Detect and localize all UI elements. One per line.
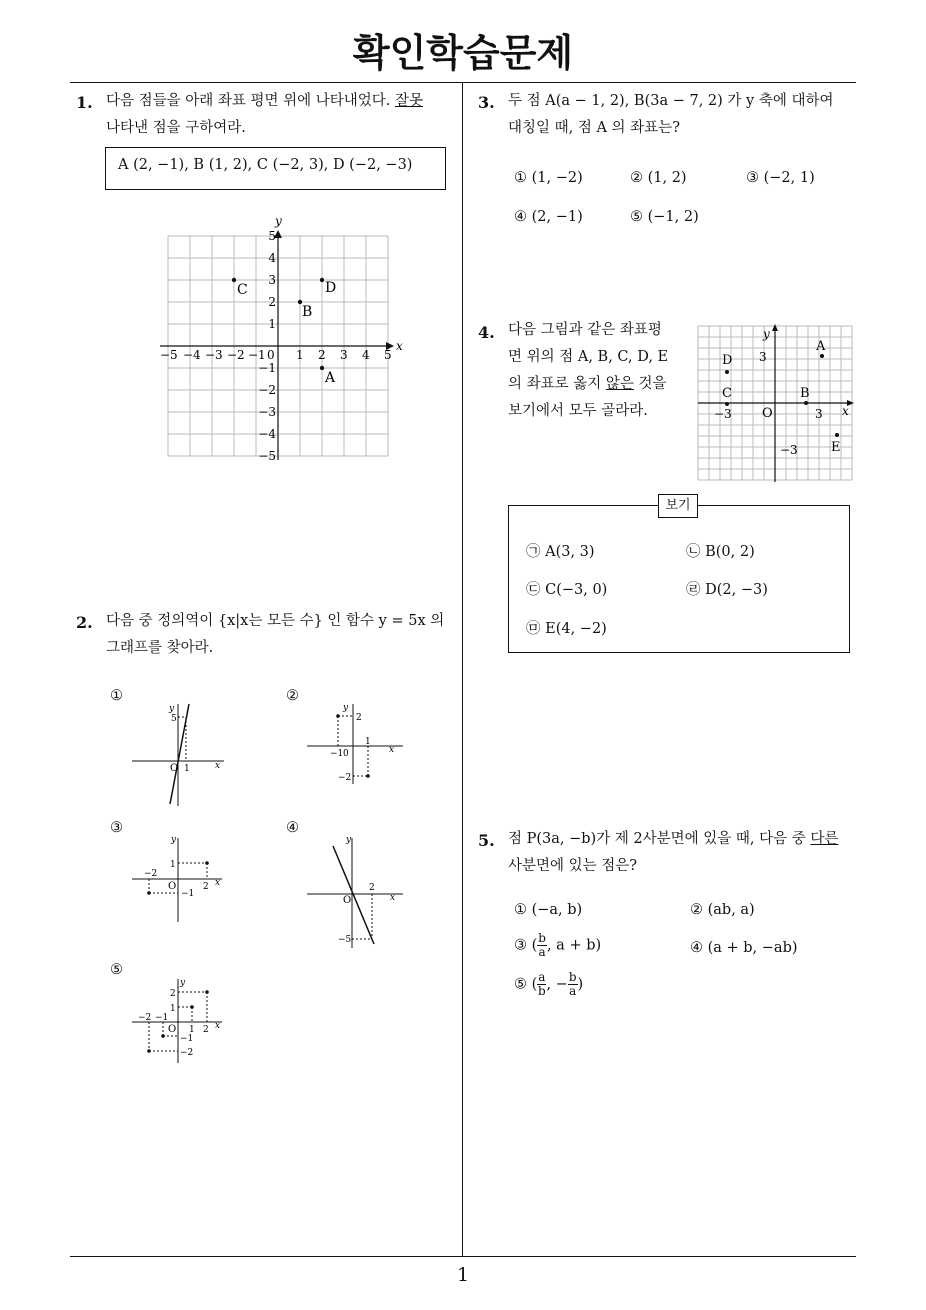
q4-point-label-D: D	[722, 353, 733, 368]
question-1-underlined: 잘못	[395, 93, 424, 109]
svg-text:y: y	[169, 704, 175, 714]
svg-text:2: 2	[170, 989, 176, 999]
x-tick: −2	[227, 348, 245, 362]
y-tick: 5	[268, 229, 276, 243]
q4-choice-3: ㉢ C(−3, 0)	[526, 582, 608, 598]
svg-text:1: 1	[365, 737, 371, 747]
question-4-number: 4.	[478, 323, 495, 342]
q2-graph-1	[130, 700, 230, 810]
svg-text:5: 5	[171, 714, 177, 724]
svg-text:−1: −1	[155, 1013, 169, 1023]
svg-text:−2: −2	[144, 869, 158, 879]
q5-option-3-rest: , a + b)	[546, 937, 602, 954]
svg-text:2: 2	[203, 1025, 209, 1035]
q5-option-5	[514, 971, 583, 998]
svg-text:−1: −1	[330, 749, 344, 759]
y-tick: 1	[268, 317, 276, 331]
q4-choice-4: ㉣ D(2, −3)	[686, 582, 768, 598]
svg-text:2: 2	[356, 713, 362, 723]
question-2-text-b: 그래프를 찾아라.	[106, 640, 214, 656]
x-tick: 0	[267, 348, 275, 362]
y-tick: −5	[258, 449, 276, 462]
q2-graph-4	[305, 830, 410, 950]
svg-text:O: O	[170, 763, 179, 774]
question-4-line-3-end: 것을	[638, 376, 667, 392]
question-3-text	[508, 88, 858, 142]
q5-option-3	[514, 932, 601, 959]
q4-point-A	[820, 354, 824, 358]
question-4-underlined: 않은	[605, 376, 634, 392]
question-4-coordinate-graph	[696, 324, 856, 484]
svg-text:O: O	[168, 1024, 177, 1035]
y-axis-label: y	[275, 214, 282, 228]
q4-choice-2: ㉡ B(0, 2)	[686, 544, 755, 560]
q4-y-axis-label: y	[763, 327, 770, 341]
svg-text:−2: −2	[338, 773, 352, 783]
q2-option-1-label: ①	[110, 688, 123, 704]
question-3-number: 3.	[478, 93, 495, 112]
question-3-text-b: 대칭일 때, 점 A 의 좌표는?	[508, 120, 680, 136]
question-4-line-1: 다음 그림과 같은 좌표평	[508, 322, 662, 338]
q4-point-label-A: A	[816, 339, 826, 354]
column-divider	[462, 82, 463, 1256]
x-tick-labels	[160, 348, 392, 362]
svg-text:x: x	[390, 893, 396, 903]
x-tick: 4	[362, 348, 370, 362]
question-2-text	[106, 608, 458, 662]
question-1-coordinate-graph	[150, 212, 410, 462]
q2-option-2-label: ②	[286, 688, 299, 704]
q4-point-C	[725, 402, 729, 406]
svg-text:x: x	[389, 745, 395, 755]
question-4-line-4: 보기에서 모두 골라라.	[508, 403, 648, 419]
q3-option-1: ① (1, −2)	[514, 170, 583, 186]
q4-tick: 3	[759, 350, 767, 364]
q3-option-3: ③ (−2, 1)	[746, 170, 815, 186]
q3-option-5: ⑤ (−1, 2)	[630, 209, 699, 225]
svg-text:x: x	[215, 878, 221, 888]
point-label-B: B	[302, 304, 313, 320]
q2-graph-2	[305, 700, 410, 785]
q4-tick: −3	[780, 443, 798, 457]
q5-option-1: ① (−a, b)	[514, 902, 583, 918]
denominator: b	[538, 984, 546, 998]
question-1-number: 1.	[76, 93, 93, 112]
point-D	[320, 278, 324, 282]
numerator: a	[538, 970, 546, 984]
question-5-number: 5.	[478, 831, 495, 850]
svg-text:x: x	[215, 1021, 221, 1031]
q5-option-5-open: (	[531, 976, 538, 993]
q4-point-D	[725, 370, 729, 374]
y-tick: 3	[268, 273, 276, 287]
svg-text:y: y	[171, 835, 177, 845]
q4-choice-1: ㉠ A(3, 3)	[526, 544, 595, 560]
svg-text:−2: −2	[138, 1013, 152, 1023]
denominator: a	[569, 984, 577, 998]
fraction	[568, 971, 578, 998]
point-label-C: C	[237, 282, 248, 298]
x-axis-label: x	[396, 339, 403, 353]
x-tick: −3	[205, 348, 223, 362]
q3-option-4: ④ (2, −1)	[514, 209, 583, 225]
denominator: a	[538, 945, 546, 959]
x-tick: −5	[160, 348, 178, 362]
question-4-text	[508, 317, 688, 425]
q4-point-E	[835, 433, 839, 437]
page-number: 1	[456, 1264, 470, 1286]
q5-option-5-marker: ⑤	[514, 976, 527, 993]
q2-graph-5	[130, 975, 230, 1065]
x-tick: 3	[340, 348, 348, 362]
numerator: b	[538, 931, 546, 945]
q2-graph-3	[130, 830, 230, 925]
y-tick: −4	[258, 427, 276, 441]
svg-text:2: 2	[203, 882, 209, 892]
q5-option-3-marker: ③	[514, 937, 527, 954]
q3-option-2: ② (1, 2)	[630, 170, 687, 186]
question-2-text-a: 다음 중 정의역이 {x|x는 모든 수} 인 함수 y = 5x 의	[106, 613, 445, 629]
q5-option-4: ④ (a + b, −ab)	[690, 940, 798, 956]
q4-point-label-C: C	[722, 386, 732, 401]
plotted-points	[232, 278, 336, 386]
svg-text:−1: −1	[180, 1034, 194, 1044]
q5-option-5-mid: , −	[546, 976, 568, 993]
svg-text:y: y	[180, 978, 186, 988]
page-title: 확인학습문제	[352, 31, 574, 75]
numerator: b	[568, 970, 577, 984]
svg-text:x: x	[215, 761, 221, 771]
svg-text:y: y	[343, 703, 349, 713]
q2-option-4-label: ④	[286, 820, 299, 836]
svg-text:2: 2	[369, 883, 375, 893]
question-4-line-2: 면 위의 점 A, B, C, D, E	[508, 349, 669, 365]
svg-text:−5: −5	[338, 935, 352, 945]
q5-option-3-open: (	[531, 937, 538, 954]
point-label-D: D	[325, 280, 337, 296]
question-3-text-a: 두 점 A(a − 1, 2), B(3a − 7, 2) 가 y 축에 대하여	[508, 93, 834, 109]
svg-text:0: 0	[343, 749, 349, 759]
q2-option-3-label: ③	[110, 820, 123, 836]
point-label-A: A	[325, 370, 336, 386]
q5-option-2: ② (ab, a)	[690, 902, 755, 918]
svg-text:1: 1	[189, 1025, 195, 1035]
top-rule	[70, 82, 856, 83]
q4-point-label-B: B	[800, 386, 810, 401]
q4-point-label-E: E	[831, 440, 841, 455]
svg-text:−1: −1	[181, 889, 195, 899]
svg-text:−2: −2	[180, 1048, 194, 1058]
question-4-box-title: 보기	[658, 494, 698, 518]
question-1-text-b: 나타낸 점을 구하여라.	[106, 120, 246, 136]
x-tick: 2	[318, 348, 326, 362]
q4-tick: 3	[815, 407, 823, 421]
q4-point-B	[804, 401, 808, 405]
point-A	[320, 366, 324, 370]
question-4-line-3: 의 좌표로 옳지	[508, 376, 602, 392]
bottom-rule	[70, 1256, 856, 1257]
q2-option-5-label: ⑤	[110, 962, 123, 978]
question-1-text-a: 다음 점들을 아래 좌표 평면 위에 나타내었다.	[106, 93, 391, 109]
question-2-number: 2.	[76, 613, 93, 632]
question-5-text-a: 점 P(3a, −b)가 제 2사분면에 있을 때, 다음 중	[508, 831, 806, 847]
fraction	[537, 932, 547, 959]
q4-choice-5: ㉤ E(4, −2)	[526, 621, 607, 637]
question-1-text	[106, 88, 458, 142]
question-5-text	[508, 826, 860, 880]
svg-text:O: O	[168, 881, 177, 892]
q4-x-axis-label: x	[842, 404, 849, 418]
question-1-points: A (2, −1), B (1, 2), C (−2, 3), D (−2, −3)	[118, 157, 413, 173]
x-tick: 5	[384, 348, 392, 362]
y-tick: −1	[258, 361, 276, 375]
x-tick: −4	[183, 348, 201, 362]
question-5-text-b: 사분면에 있는 점은?	[508, 858, 638, 874]
svg-text:1: 1	[170, 1004, 176, 1014]
question-5-underlined: 다른	[810, 831, 839, 847]
point-C	[232, 278, 236, 282]
x-tick: −1	[248, 348, 266, 362]
svg-text:y: y	[346, 835, 352, 845]
x-tick: 1	[296, 348, 304, 362]
q5-option-5-close: )	[577, 976, 584, 993]
y-tick: −3	[258, 405, 276, 419]
svg-text:O: O	[343, 895, 352, 906]
q4-tick: −3	[714, 407, 732, 421]
svg-text:1: 1	[170, 860, 176, 870]
q4-origin-label: O	[762, 406, 773, 421]
y-tick: −2	[258, 383, 276, 397]
y-tick: 4	[268, 251, 276, 265]
y-tick: 2	[268, 295, 276, 309]
svg-text:1: 1	[184, 764, 190, 774]
